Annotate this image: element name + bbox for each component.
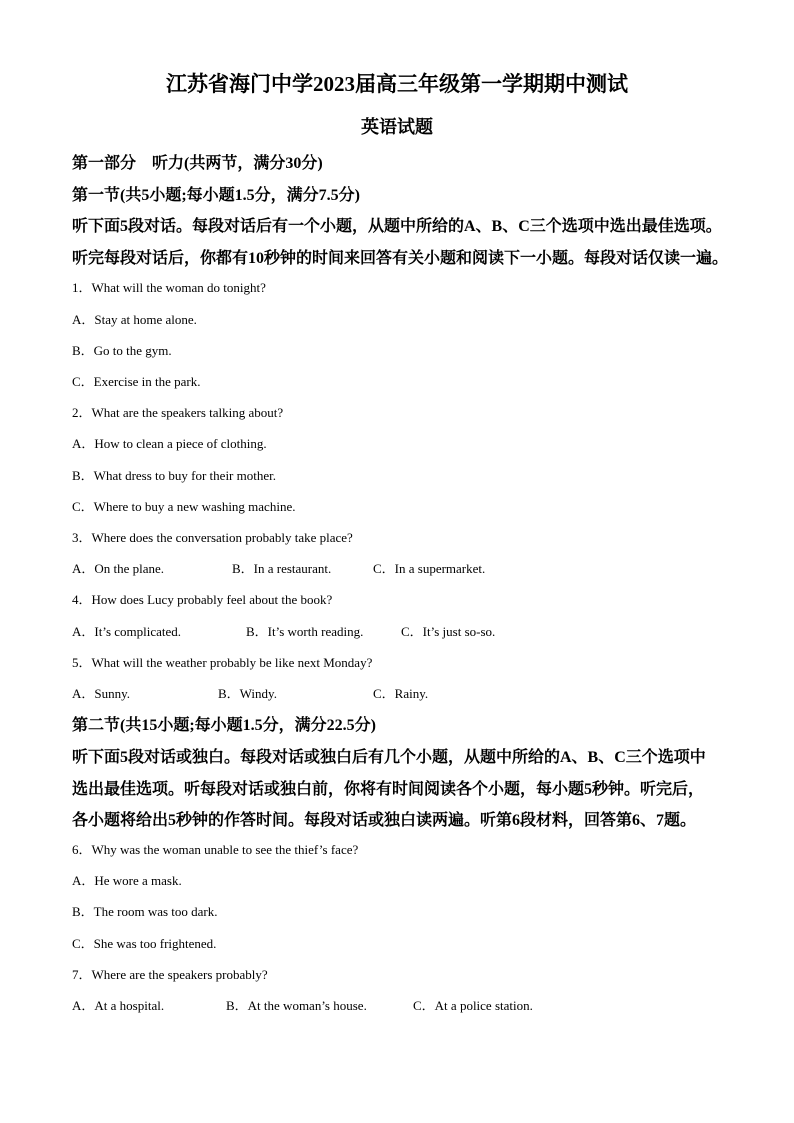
question-2-option-b: B．What dress to buy for their mother.: [72, 468, 276, 483]
question-2-option-a: A．How to clean a piece of clothing.: [72, 436, 267, 451]
question-6-option-a: A．He wore a mask.: [72, 873, 182, 888]
question-7-option-c: C．At a police station.: [413, 998, 533, 1013]
question-2-option-c: C．Where to buy a new washing machine.: [72, 499, 296, 514]
question-6-option-c: C．She was too frightened.: [72, 936, 217, 951]
question-3-option-b: B．In a restaurant.: [232, 561, 332, 576]
question-stem-7: 7．Where are the speakers probably?: [72, 967, 268, 982]
question-1-option-a: A．Stay at home alone.: [72, 312, 197, 327]
section1-instruction-line2: 听完每段对话后，你都有10秒钟的时间来回答有关小题和阅读下一小题。每段对话仅读一遍。: [72, 250, 729, 267]
question-stem-5: 5．What will the weather probably be like next Monday?: [72, 655, 373, 670]
question-3-option-a: A．On the plane.: [72, 561, 165, 576]
question-6-option-b: B．The room was too dark.: [72, 904, 218, 919]
question-5-option-b: B．Windy.: [218, 686, 277, 701]
question-4-option-b: B．It’s worth reading.: [246, 624, 364, 639]
question-3-option-c: C．In a supermarket.: [373, 561, 486, 576]
part1-heading: 第一部分 听力(共两节，满分30分): [72, 155, 323, 172]
question-4-option-c: C．It’s just so-so.: [401, 624, 496, 639]
question-stem-1: 1．What will the woman do tonight?: [72, 280, 266, 295]
exam-subtitle: 英语试题: [361, 117, 433, 137]
question-7-option-a: A．At a hospital.: [72, 998, 165, 1013]
section1-heading: 第一节(共5小题;每小题1.5分，满分7.5分): [72, 187, 360, 204]
question-5-option-c: C．Rainy.: [373, 686, 429, 701]
question-1-option-c: C．Exercise in the park.: [72, 374, 201, 389]
section2-instruction-line1: 听下面5段对话或独白。每段对话或独白后有几个小题，从题中所给的A、B、C三个选项中: [72, 749, 706, 766]
section2-heading: 第二节(共15小题;每小题1.5分，满分22.5分): [72, 717, 376, 734]
section2-instruction-line3: 各小题将给出5秒钟的作答时间。每段对话或独白读两遍。听第6段材料，回答第6、7题。: [72, 812, 697, 829]
exam-title: 江苏省海门中学2023届高三年级第一学期期中测试: [166, 72, 628, 96]
question-1-option-b: B．Go to the gym.: [72, 343, 172, 358]
question-stem-2: 2．What are the speakers talking about?: [72, 405, 284, 420]
question-stem-4: 4．How does Lucy probably feel about the book?: [72, 592, 333, 607]
question-7-option-b: B．At the woman’s house.: [226, 998, 367, 1013]
question-stem-3: 3．Where does the conversation probably take place?: [72, 530, 353, 545]
question-5-option-a: A．Sunny.: [72, 686, 131, 701]
section2-instruction-line2: 选出最佳选项。听每段对话或独白前，你将有时间阅读各个小题，每小题5秒钟。听完后，: [72, 781, 705, 798]
question-4-option-a: A．It’s complicated.: [72, 624, 182, 639]
question-stem-6: 6．Why was the woman unable to see the thief’s face?: [72, 842, 359, 857]
section1-instruction-line1: 听下面5段对话。每段对话后有一个小题，从题中所给的A、B、C三个选项中选出最佳选项。: [72, 218, 722, 235]
